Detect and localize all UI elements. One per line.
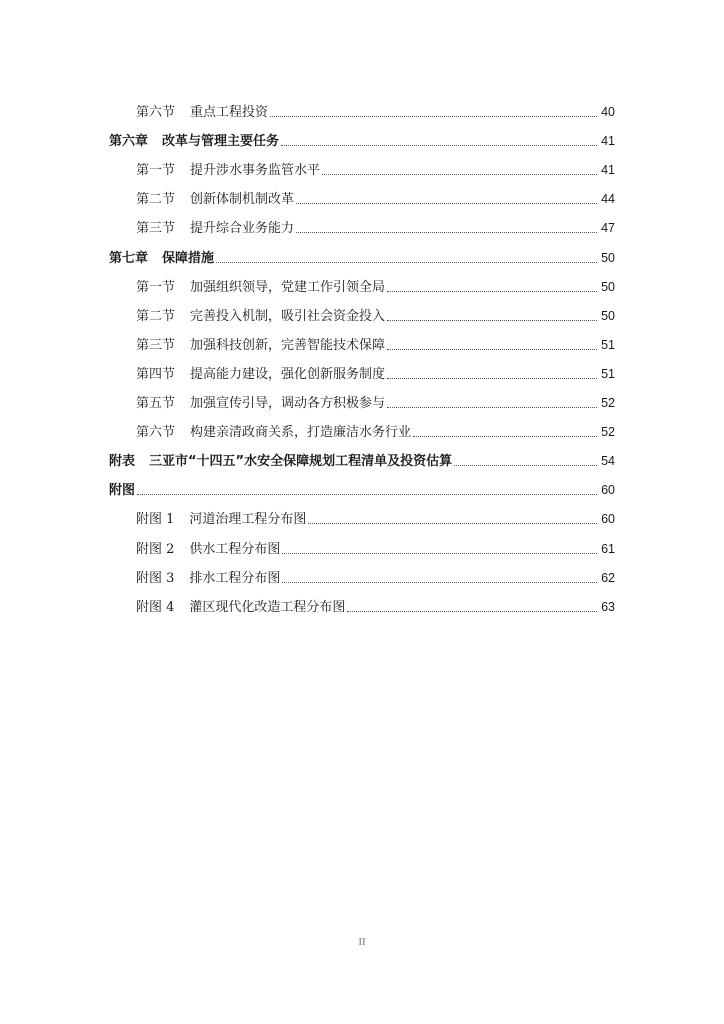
dot-leader	[282, 582, 597, 583]
dot-leader	[387, 378, 597, 379]
dot-leader	[282, 553, 597, 554]
toc-entry[interactable]	[109, 415, 615, 444]
toc-entry-page: 50	[601, 279, 615, 294]
toc-entry[interactable]	[109, 95, 615, 124]
toc-entry-number: 附图	[109, 483, 136, 499]
toc-entry-title: 三亚市“十四五”水安全保障规划工程清单及投资估算	[149, 454, 453, 470]
toc-entry[interactable]	[109, 299, 615, 328]
toc-entry-page: 63	[601, 599, 615, 614]
toc-entry[interactable]	[109, 502, 615, 531]
toc-entry-number: 附图 3	[136, 570, 175, 586]
toc-entry[interactable]	[109, 124, 615, 153]
toc-entry-page: 40	[601, 105, 615, 120]
toc-entry[interactable]	[109, 211, 615, 240]
dot-leader	[387, 349, 597, 350]
toc-entry[interactable]	[109, 328, 615, 357]
toc-entry-page: 51	[601, 366, 615, 381]
toc-entry[interactable]	[109, 386, 615, 415]
toc-entry-title: 加强宣传引导，调动各方积极参与	[190, 396, 386, 412]
toc-entry-page: 62	[601, 570, 615, 585]
dot-leader	[296, 232, 597, 233]
toc-entry-number: 第六节	[136, 425, 176, 441]
toc-entry-title: 保障措施	[162, 250, 215, 266]
toc-entry-number: 第三节	[136, 337, 176, 353]
toc-entry-page: 60	[601, 512, 615, 527]
toc-entry[interactable]	[109, 153, 615, 182]
toc-entry-page: 52	[601, 396, 615, 411]
dot-leader	[270, 116, 597, 117]
toc-entry-title: 构建亲清政商关系，打造廉洁水务行业	[190, 425, 412, 441]
toc-entry-title: 重点工程投资	[190, 105, 269, 121]
dot-leader	[322, 174, 597, 175]
toc-entry-page: 44	[601, 192, 615, 207]
toc-entry-title: 提高能力建设，强化创新服务制度	[190, 366, 386, 382]
toc-entry-number: 第二节	[136, 192, 176, 208]
toc-entry[interactable]	[109, 444, 615, 473]
toc-entry-title: 加强科技创新，完善智能技术保障	[190, 337, 386, 353]
toc-entry[interactable]	[109, 270, 615, 299]
toc-entry-page: 52	[601, 425, 615, 440]
toc-entry-page: 50	[601, 308, 615, 323]
toc-entry-page: 50	[601, 250, 615, 265]
toc-entry-number: 附图 1	[136, 512, 175, 528]
toc-entry-number: 第六章	[109, 134, 149, 150]
dot-leader	[281, 145, 597, 146]
toc-entry[interactable]	[109, 473, 615, 502]
toc-entry-page: 60	[601, 483, 615, 498]
page-number: II	[358, 936, 366, 948]
toc-entry-page: 41	[601, 134, 615, 149]
dot-leader	[387, 320, 597, 321]
dot-leader	[296, 203, 597, 204]
toc-entry-page: 54	[601, 454, 615, 469]
dot-leader	[387, 407, 597, 408]
toc-entry-number: 第一节	[136, 163, 176, 179]
toc-entry-page: 61	[601, 541, 615, 556]
toc-entry[interactable]	[109, 561, 615, 590]
dot-leader	[137, 494, 597, 495]
dot-leader	[216, 262, 597, 263]
toc-entry-title: 排水工程分布图	[189, 570, 281, 586]
toc-entry-number: 附图 2	[136, 541, 175, 557]
toc-entry-number: 第五节	[136, 396, 176, 412]
toc-entry-title: 河道治理工程分布图	[189, 512, 307, 528]
toc-entry-number: 第三节	[136, 221, 176, 237]
toc-entry[interactable]	[109, 182, 615, 211]
table-of-contents	[109, 95, 615, 619]
toc-entry[interactable]	[109, 590, 615, 619]
toc-entry-title: 灌区现代化改造工程分布图	[189, 599, 346, 615]
toc-entry-number: 第六节	[136, 105, 176, 121]
toc-entry-number: 第四节	[136, 366, 176, 382]
dot-leader	[387, 291, 597, 292]
toc-entry[interactable]	[109, 531, 615, 560]
toc-entry-number: 附图 4	[136, 599, 175, 615]
toc-entry-title: 提升涉水事务监管水平	[190, 163, 321, 179]
toc-entry[interactable]	[109, 240, 615, 269]
dot-leader	[347, 611, 597, 612]
toc-entry-number: 第一节	[136, 279, 176, 295]
toc-entry-number: 第二节	[136, 308, 176, 324]
toc-entry-title: 完善投入机制，吸引社会资金投入	[190, 308, 386, 324]
toc-entry-title: 提升综合业务能力	[190, 221, 295, 237]
dot-leader	[413, 436, 597, 437]
dot-leader	[308, 523, 597, 524]
toc-entry-number: 第七章	[109, 250, 149, 266]
toc-entry-title: 供水工程分布图	[189, 541, 281, 557]
toc-entry-page: 47	[601, 221, 615, 236]
dot-leader	[454, 465, 597, 466]
toc-entry-title: 加强组织领导，党建工作引领全局	[190, 279, 386, 295]
toc-entry-number: 附表	[109, 454, 136, 470]
toc-entry-title: 改革与管理主要任务	[162, 134, 280, 150]
toc-entry-page: 41	[601, 163, 615, 178]
toc-entry-page: 51	[601, 337, 615, 352]
toc-entry[interactable]	[109, 357, 615, 386]
toc-entry-title: 创新体制机制改革	[190, 192, 295, 208]
